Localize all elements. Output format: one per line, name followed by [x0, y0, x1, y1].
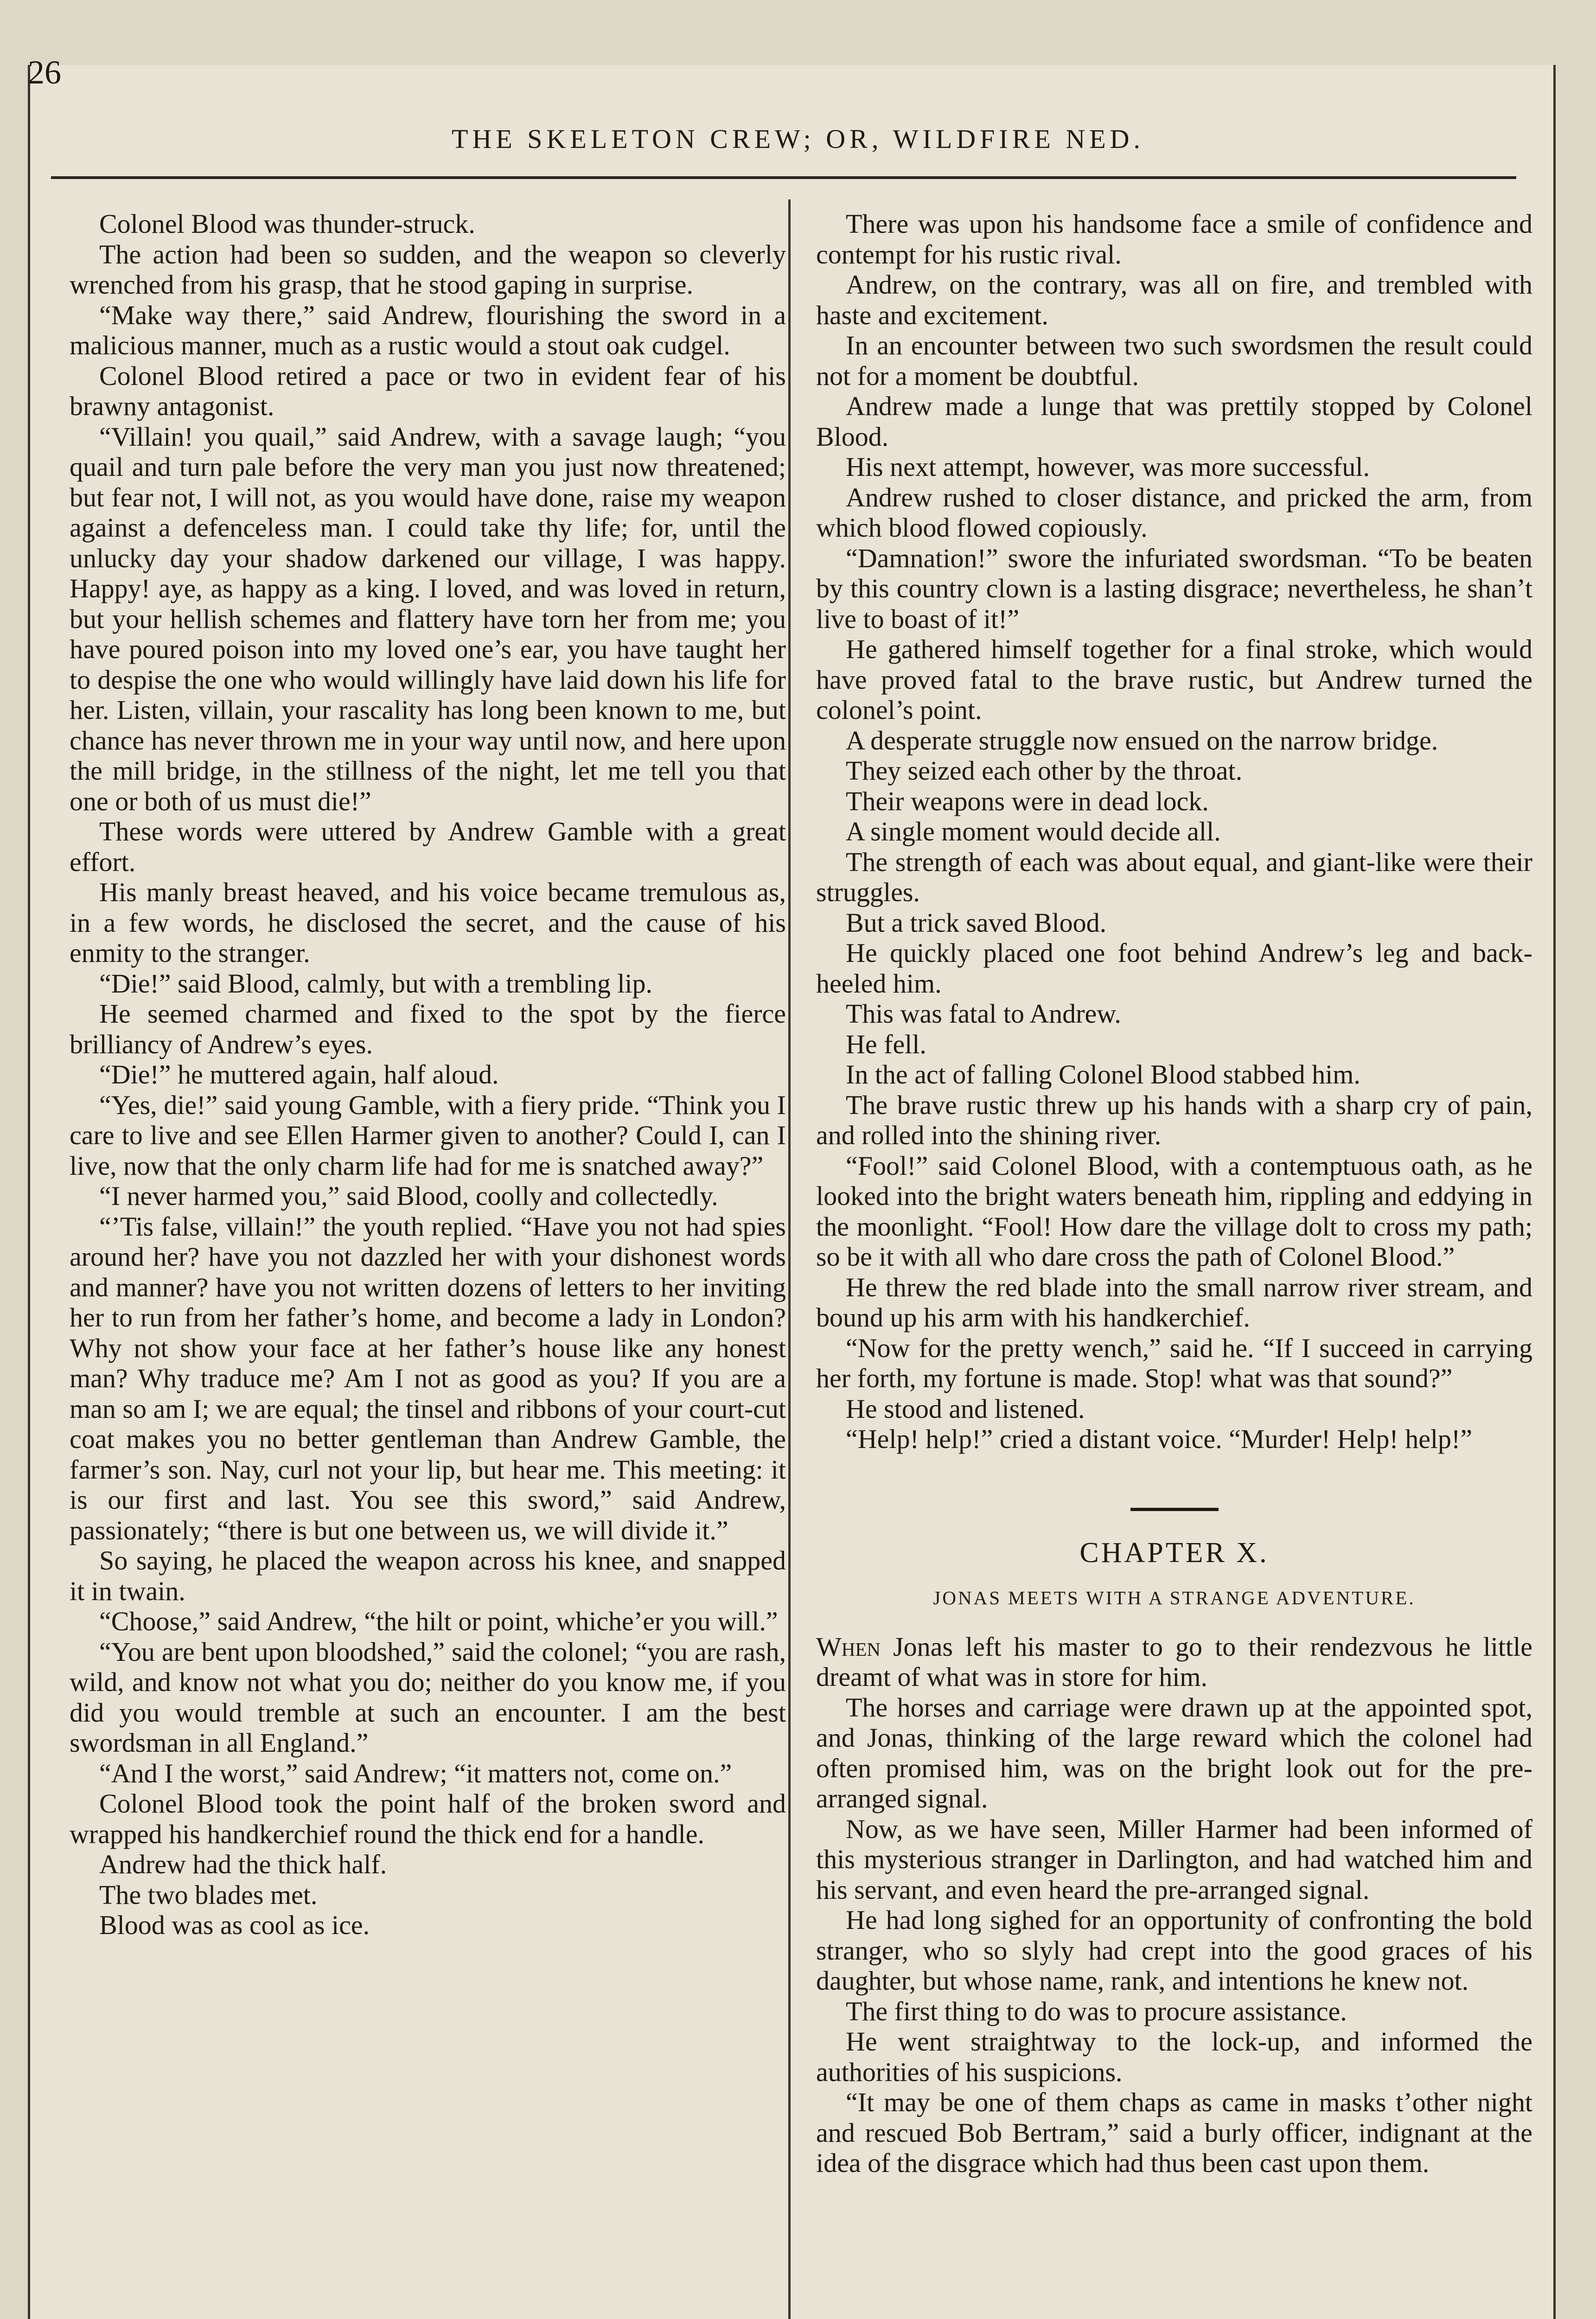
paragraph: “’Tis false, villain!” the youth replied. “Have you not had spies around her? have you not dazzled her with your dishonest words and manner? have you not written dozens of letters to her inviting her to run from her father’s home, and become a lady in London? Why not show your face at her father’s house like any honest man? Why traduce me? Am I not as good as you? If you are a man so am I; we are equal; the tinsel and ribbons of your court-cut coat makes you no better gentleman than Andrew Gamble, the farmer’s son. Nay, curl not your lip, but hear me. This meeting: it is our first and last. You see this sword,” said Andrew, passionately; “there is but one between us, we will divide it.”	[70, 1211, 786, 1545]
page-number: 26	[28, 54, 61, 91]
paragraph: These words were uttered by Andrew Gamble with a great effort.	[70, 816, 786, 877]
chapter-opening-paragraph	[816, 1632, 1532, 1692]
paragraph: He had long sighed for an opportunity of confronting the bold stranger, who so slyly had crept into the good graces of his daughter, but whose name, rank, and intentions he knew not.	[816, 1905, 1532, 1996]
paragraph: The action had been so sudden, and the weapon so cleverly wrenched from his grasp, that he stood gaping in surprise.	[70, 239, 786, 300]
paragraph: “Villain! you quail,” said Andrew, with a savage laugh; “you quail and turn pale before the very man you just now threatened; but fear not, I will not, as you would have done, raise my weapon against a defenceless man. I could take thy life; for, until the unlucky day your shadow darkened our village, I was happy. Happy! aye, as happy as a king. I loved, and was loved in return, but your hellish schemes and flattery have torn her from me; you have poured poison into my loved one’s ear, you have taught her to despise the one who would willingly have laid down his life for her. Listen, villain, your rascality has long been known to me, but chance has never thrown me in your way until now, and here upon the mill bridge, in the stillness of the night, let me tell you that one or both of us must die!”	[70, 421, 786, 816]
paragraph: He fell.	[846, 1029, 926, 1059]
chapter-subtitle: JONAS MEETS WITH A STRANGE ADVENTURE.	[933, 1587, 1416, 1608]
paragraph: His next attempt, however, was more successful.	[846, 452, 1370, 482]
header-rule	[51, 176, 1516, 179]
paragraph: Andrew rushed to closer distance, and pricked the arm, from which blood flowed copiously.	[816, 482, 1532, 543]
paragraph: His manly breast heaved, and his voice became tremulous as, in a few words, he disclosed the secret, and the cause of his enmity to the stranger.	[70, 877, 786, 968]
paragraph: Colonel Blood retired a pace or two in evident fear of his brawny antagonist.	[70, 360, 786, 421]
paragraph: “Die!” he muttered again, half aloud.	[99, 1059, 499, 1089]
paragraph: “Help! help!” cried a distant voice. “Murder! Help! help!”	[846, 1424, 1473, 1454]
paragraph: He went straightway to the lock-up, and informed the authorities of his suspicions.	[816, 2026, 1532, 2087]
paragraph: The first thing to do was to procure assistance.	[846, 1996, 1347, 2026]
column-rule	[788, 199, 791, 2319]
paragraph: In the act of falling Colonel Blood stabbed him.	[846, 1059, 1360, 1089]
paragraph: Colonel Blood was thunder-struck.	[99, 209, 475, 239]
paragraph: Blood was as cool as ice.	[99, 1910, 370, 1940]
paragraph: “Make way there,” said Andrew, flourishing the sword in a malicious manner, much as a rustic would a stout oak cudgel.	[70, 300, 786, 360]
paragraph: “Fool!” said Colonel Blood, with a contemptuous oath, as he looked into the bright waters beneath him, rippling and eddying in the moonlight. “Fool! How dare the village dolt to cross my path; so be it with all who dare cross the path of Colonel Blood.”	[816, 1150, 1532, 1272]
paragraph: “You are bent upon bloodshed,” said the colonel; “you are rash, wild, and know not what you do; neither do you know me, if you did you would tremble at such an encounter. I am the best swordsman in all England.”	[70, 1636, 786, 1758]
paragraph: So saying, he placed the weapon across his knee, and snapped it in twain.	[70, 1545, 786, 1606]
paragraph: The two blades met.	[99, 1879, 318, 1910]
paragraph: “And I the worst,” said Andrew; “it matters not, come on.”	[99, 1758, 732, 1788]
paragraph: A desperate struggle now ensued on the narrow bridge.	[846, 725, 1438, 756]
paragraph: The horses and carriage were drawn up at the appointed spot, and Jonas, thinking of the large reward which the colonel had often promised him, was on the bright look out for the pre-arranged signal.	[816, 1692, 1532, 1813]
chapter-title: CHAPTER X.	[1079, 1537, 1269, 1569]
chapter-separator	[1130, 1508, 1219, 1511]
paragraph: “Die!” said Blood, calmly, but with a trembling lip.	[99, 968, 653, 999]
paragraph: The brave rustic threw up his hands with a sharp cry of pain, and rolled into the shining river.	[816, 1089, 1532, 1150]
paragraph: “Yes, die!” said young Gamble, with a fiery pride. “Think you I care to live and see Ellen Harmer given to another? Could I, can I live, now that the only charm life had for me is snatched away?”	[70, 1089, 786, 1181]
paragraph: Andrew had the thick half.	[99, 1849, 387, 1879]
paragraph: He seemed charmed and fixed to the spot by the fierce brilliancy of Andrew’s eyes.	[70, 999, 786, 1059]
paragraph: But a trick saved Blood.	[846, 907, 1107, 938]
paragraph: He quickly placed one foot behind Andrew’s leg and back-heeled him.	[816, 938, 1532, 999]
paragraph: He threw the red blade into the small narrow river stream, and bound up his arm with his handkerchief.	[816, 1272, 1532, 1332]
paragraph: Andrew made a lunge that was prettily stopped by Colonel Blood.	[816, 391, 1532, 452]
paragraph: The strength of each was about equal, and giant-like were their struggles.	[816, 846, 1532, 907]
paragraph: They seized each other by the throat.	[846, 756, 1243, 786]
paragraph: “I never harmed you,” said Blood, coolly and collectedly.	[99, 1181, 718, 1211]
paragraph: Andrew, on the contrary, was all on fire, and trembled with haste and excitement.	[816, 269, 1532, 330]
paragraph: Colonel Blood took the point half of the broken sword and wrapped his handkerchief round the thick end for a handle.	[70, 1788, 786, 1849]
opening-text: Jonas left his master to go to their rendezvous he little dreamt of what was in store for him.	[816, 1631, 1532, 1692]
paragraph: A single moment would decide all.	[846, 816, 1221, 846]
paragraph: There was upon his handsome face a smile of confidence and contempt for his rustic rival.	[816, 209, 1532, 269]
paragraph: “It may be one of them chaps as came in masks t’other night and rescued Bob Bertram,” said a burly officer, indignant at the idea of the disgrace which had thus been cast upon them.	[816, 2087, 1532, 2178]
left-column	[70, 209, 786, 1941]
paragraph: “Now for the pretty wench,” said he. “If I succeed in carrying her forth, my fortune is made. Stop! what was that sound?”	[816, 1332, 1532, 1393]
paragraph: Now, as we have seen, Miller Harmer had been informed of this mysterious stranger in Darlington, and had watched him and his servant, and even heard the pre-arranged signal.	[816, 1813, 1532, 1905]
paragraph: “Damnation!” swore the infuriated swordsman. “To be beaten by this country clown is a lasting disgrace; nevertheless, he shan’t live to boast of it!”	[816, 543, 1532, 634]
paragraph: This was fatal to Andrew.	[846, 999, 1121, 1029]
paragraph: Their weapons were in dead lock.	[846, 786, 1209, 816]
paragraph: “Choose,” said Andrew, “the hilt or point, whiche’er you will.”	[99, 1606, 778, 1636]
right-column	[816, 209, 1532, 2178]
opening-word: When	[816, 1631, 881, 1662]
running-title: THE SKELETON CREW; OR, WILDFIRE NED.	[451, 124, 1145, 154]
paragraph: He gathered himself together for a final stroke, which would have proved fatal to the brave rustic, but Andrew turned the colonel’s point.	[816, 634, 1532, 725]
paragraph: He stood and listened.	[846, 1393, 1085, 1424]
paragraph: In an encounter between two such swordsmen the result could not for a moment be doubtful.	[816, 330, 1532, 391]
